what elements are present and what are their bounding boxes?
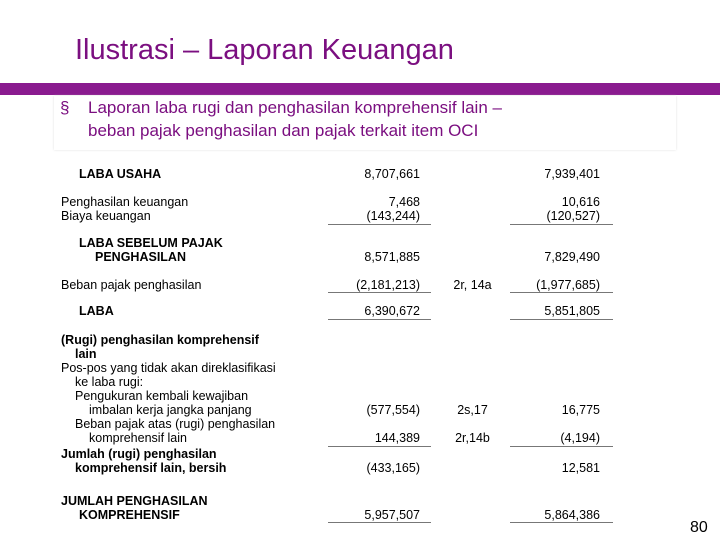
- row-label-laba-sebelum-pajak-1: LABA SEBELUM PAJAK: [79, 236, 223, 250]
- value-jumlah-oci-2: 12,581: [561, 461, 600, 475]
- row-label-pengukuran-2: imbalan kerja jangka panjang: [89, 403, 252, 417]
- row-label-pos-pos-2: ke laba rugi:: [75, 375, 144, 389]
- value-penghasilan-keuangan-2: 10,616: [561, 195, 600, 209]
- rule-line: [510, 319, 613, 320]
- bullet-text-line1: Laporan laba rugi dan penghasilan komprehensif lain –: [88, 98, 502, 117]
- value-pengukuran-1: (577,554): [366, 403, 420, 417]
- rule-line: [328, 292, 431, 293]
- value-biaya-keuangan-2: (120,527): [546, 209, 600, 223]
- value-biaya-keuangan-1: (143,244): [366, 209, 420, 223]
- value-laba-usaha-2: 7,939,401: [544, 167, 600, 181]
- value-jumlah-oci-1: (433,165): [366, 461, 420, 475]
- row-label-jumlah-oci-2: komprehensif lain, bersih: [75, 461, 227, 475]
- page-number: 80: [690, 519, 708, 536]
- row-label-jumlah-oci-1: Jumlah (rugi) penghasilan: [61, 447, 217, 461]
- row-label-beban-pajak: Beban pajak penghasilan: [61, 278, 202, 292]
- row-label-pos-pos-1: Pos-pos yang tidak akan direklasifikasi: [61, 361, 276, 375]
- bullet-marker: §: [60, 98, 70, 117]
- row-label-laba-usaha: LABA USAHA: [79, 167, 162, 181]
- row-label-biaya-keuangan: Biaya keuangan: [61, 209, 151, 223]
- value-jumlah-total-1: 5,957,507: [364, 508, 420, 522]
- row-label-oci-header-2: lain: [75, 347, 97, 361]
- rule-line: [328, 224, 431, 225]
- rule-line: [328, 319, 431, 320]
- value-beban-pajak-1: (2,181,213): [356, 278, 420, 292]
- row-label-penghasilan-keuangan: Penghasilan keuangan: [61, 195, 189, 209]
- slide-title: Ilustrasi – Laporan Keuangan: [75, 34, 454, 66]
- row-label-jumlah-total-2: KOMPREHENSIF: [79, 508, 180, 522]
- value-beban-pajak-oci-2: (4,194): [560, 431, 600, 445]
- row-label-beban-pajak-oci-1: Beban pajak atas (rugi) penghasilan: [75, 417, 276, 431]
- value-laba-usaha-1: 8,707,661: [364, 167, 420, 181]
- row-label-beban-pajak-oci-2: komprehensif lain: [89, 431, 187, 445]
- value-jumlah-total-2: 5,864,386: [544, 508, 600, 522]
- row-label-jumlah-total-1: JUMLAH PENGHASILAN: [61, 494, 208, 508]
- value-beban-pajak-2: (1,977,685): [536, 278, 600, 292]
- title-divider-bar: [0, 83, 720, 95]
- row-label-pengukuran-1: Pengukuran kembali kewajiban: [75, 389, 249, 403]
- row-label-laba-sebelum-pajak-2: PENGHASILAN: [95, 250, 186, 264]
- value-beban-pajak-oci-1: 144,389: [374, 431, 420, 445]
- value-laba-sebelum-pajak-2: 7,829,490: [544, 250, 600, 264]
- row-label-laba: LABA: [79, 304, 114, 318]
- row-label-oci-header-1: (Rugi) penghasilan komprehensif: [61, 333, 259, 347]
- rule-line: [510, 522, 613, 523]
- rule-line: [510, 292, 613, 293]
- value-penghasilan-keuangan-1: 7,468: [388, 195, 420, 209]
- bullet-text-line2: beban pajak penghasilan dan pajak terkait item OCI: [88, 121, 479, 140]
- note-ref-beban-pajak-oci: 2r,14b: [455, 431, 490, 445]
- value-pengukuran-2: 16,775: [561, 403, 600, 417]
- value-laba-sebelum-pajak-1: 8,571,885: [364, 250, 420, 264]
- rule-line: [510, 446, 613, 447]
- rule-line: [510, 224, 613, 225]
- note-ref-beban-pajak: 2r, 14a: [453, 278, 492, 292]
- rule-line: [328, 446, 431, 447]
- value-laba-2: 5,851,805: [544, 304, 600, 318]
- value-laba-1: 6,390,672: [364, 304, 420, 318]
- rule-line: [328, 522, 431, 523]
- note-ref-pengukuran: 2s,17: [457, 403, 488, 417]
